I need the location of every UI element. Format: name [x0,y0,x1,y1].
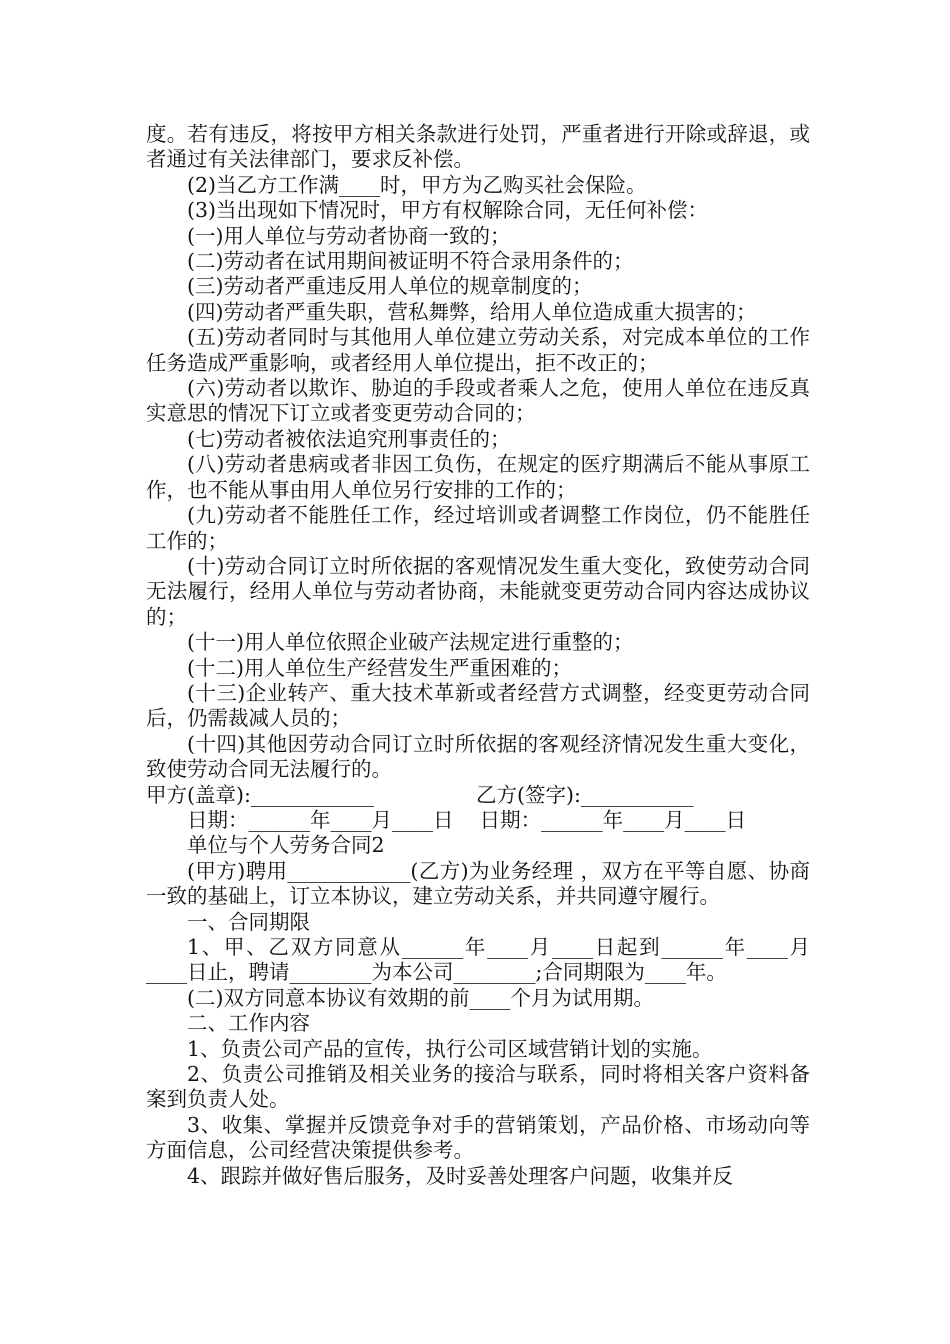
clause-item: (九)劳动者不能胜任工作，经过培训或者调整工作岗位，仍不能胜任工作的； [146,503,810,553]
signature-row [146,783,810,808]
section-title: 单位与个人劳务合同2 [187,833,385,858]
paragraph: (2)当乙方工作满____时，甲方为乙购买社会保险。 [187,172,647,197]
clause-item: (二)劳动者在试用期间被证明不符合录用条件的； [187,249,634,274]
paragraph: (甲方)聘用____________(乙方)为业务经理 ，双方在平等自愿、协商一致的基础上，订立本协议，建立劳动关系，并共同遵守履行。 [146,858,810,909]
clause-item: (四)劳动者严重失职，营私舞弊，给用人单位造成重大损害的； [187,299,757,324]
clause-item: (一)用人单位与劳动者协商一致的； [187,223,511,248]
date-row [146,808,810,833]
clause-item: (八)劳动者患病或者非因工负伤，在规定的医疗期满后不能从事原工作，也不能从事由用人单位另行安排的工作的； [146,452,810,502]
clause-item: (七)劳动者被依法追究刑事责任的； [187,426,511,451]
paragraph: (3)当出现如下情况时，甲方有权解除合同，无任何补偿： [187,198,709,223]
section-heading: 一、合同期限 [187,909,310,934]
paragraph: 2、负责公司推销及相关业务的接洽与联系，同时将相关客户资料备案到负责人处。 [146,1062,810,1112]
party-b-date-field: 日期：______年____月____日 [479,807,747,832]
clause-item: (三)劳动者严重违反用人单位的规章制度的； [187,274,593,299]
clause-item: (十一)用人单位依照企业破产法规定进行重整的； [187,630,634,655]
paragraph: 4、跟踪并做好售后服务，及时妥善处理客户问题，收集并反 [187,1163,734,1188]
party-a-date-field: 日期：______年____月____日 [187,807,454,832]
clause-item: (十)劳动合同订立时所依据的客观情况发生重大变化，致使劳动合同无法履行，经用人单位与劳动者协商，未能就变更劳动合同内容达成协议的； [146,553,810,629]
paragraph: 1、负责公司产品的宣传，执行公司区域营销计划的实施。 [187,1036,713,1061]
clause-item: (六)劳动者以欺诈、胁迫的手段或者乘人之危，使用人单位在违反真实意思的情况下订立或者变更劳动合同的； [146,376,810,426]
party-a-seal-field: 甲方(盖章):____________ [146,782,374,807]
document-body [146,122,810,1189]
party-b-sign-field: 乙方(签字):___________ [476,782,694,807]
clause-item: (五)劳动者同时与其他用人单位建立劳动关系，对完成本单位的工作任务造成严重影响，或者经用人单位提出，拒不改正的； [146,325,810,375]
section-heading: 二、工作内容 [187,1011,310,1036]
paragraph: 1、甲、乙双方同意从______年____月____日起到______年____月____日止，聘请________为本公司________;合同期限为____年。 [146,935,810,985]
clause-item: (十二)用人单位生产经营发生严重困难的； [187,655,572,680]
clause-item: (十三)企业转产、重大技术革新或者经营方式调整，经变更劳动合同后，仍需裁减人员的； [146,680,810,731]
paragraph: (二)双方同意本协议有效期的前____个月为试用期。 [187,985,654,1010]
clause-item: (十四)其他因劳动合同订立时所依据的客观经济情况发生重大变化，致使劳动合同无法履行的。 [146,731,810,782]
paragraph: 3、收集、掌握并反馈竞争对手的营销策划，产品价格、市场动向等方面信息，公司经营决策提供参考。 [146,1112,810,1163]
paragraph: 度。若有违反，将按甲方相关条款进行处罚，严重者进行开除或辞退，或者通过有关法律部门，要求反补偿。 [146,122,810,172]
